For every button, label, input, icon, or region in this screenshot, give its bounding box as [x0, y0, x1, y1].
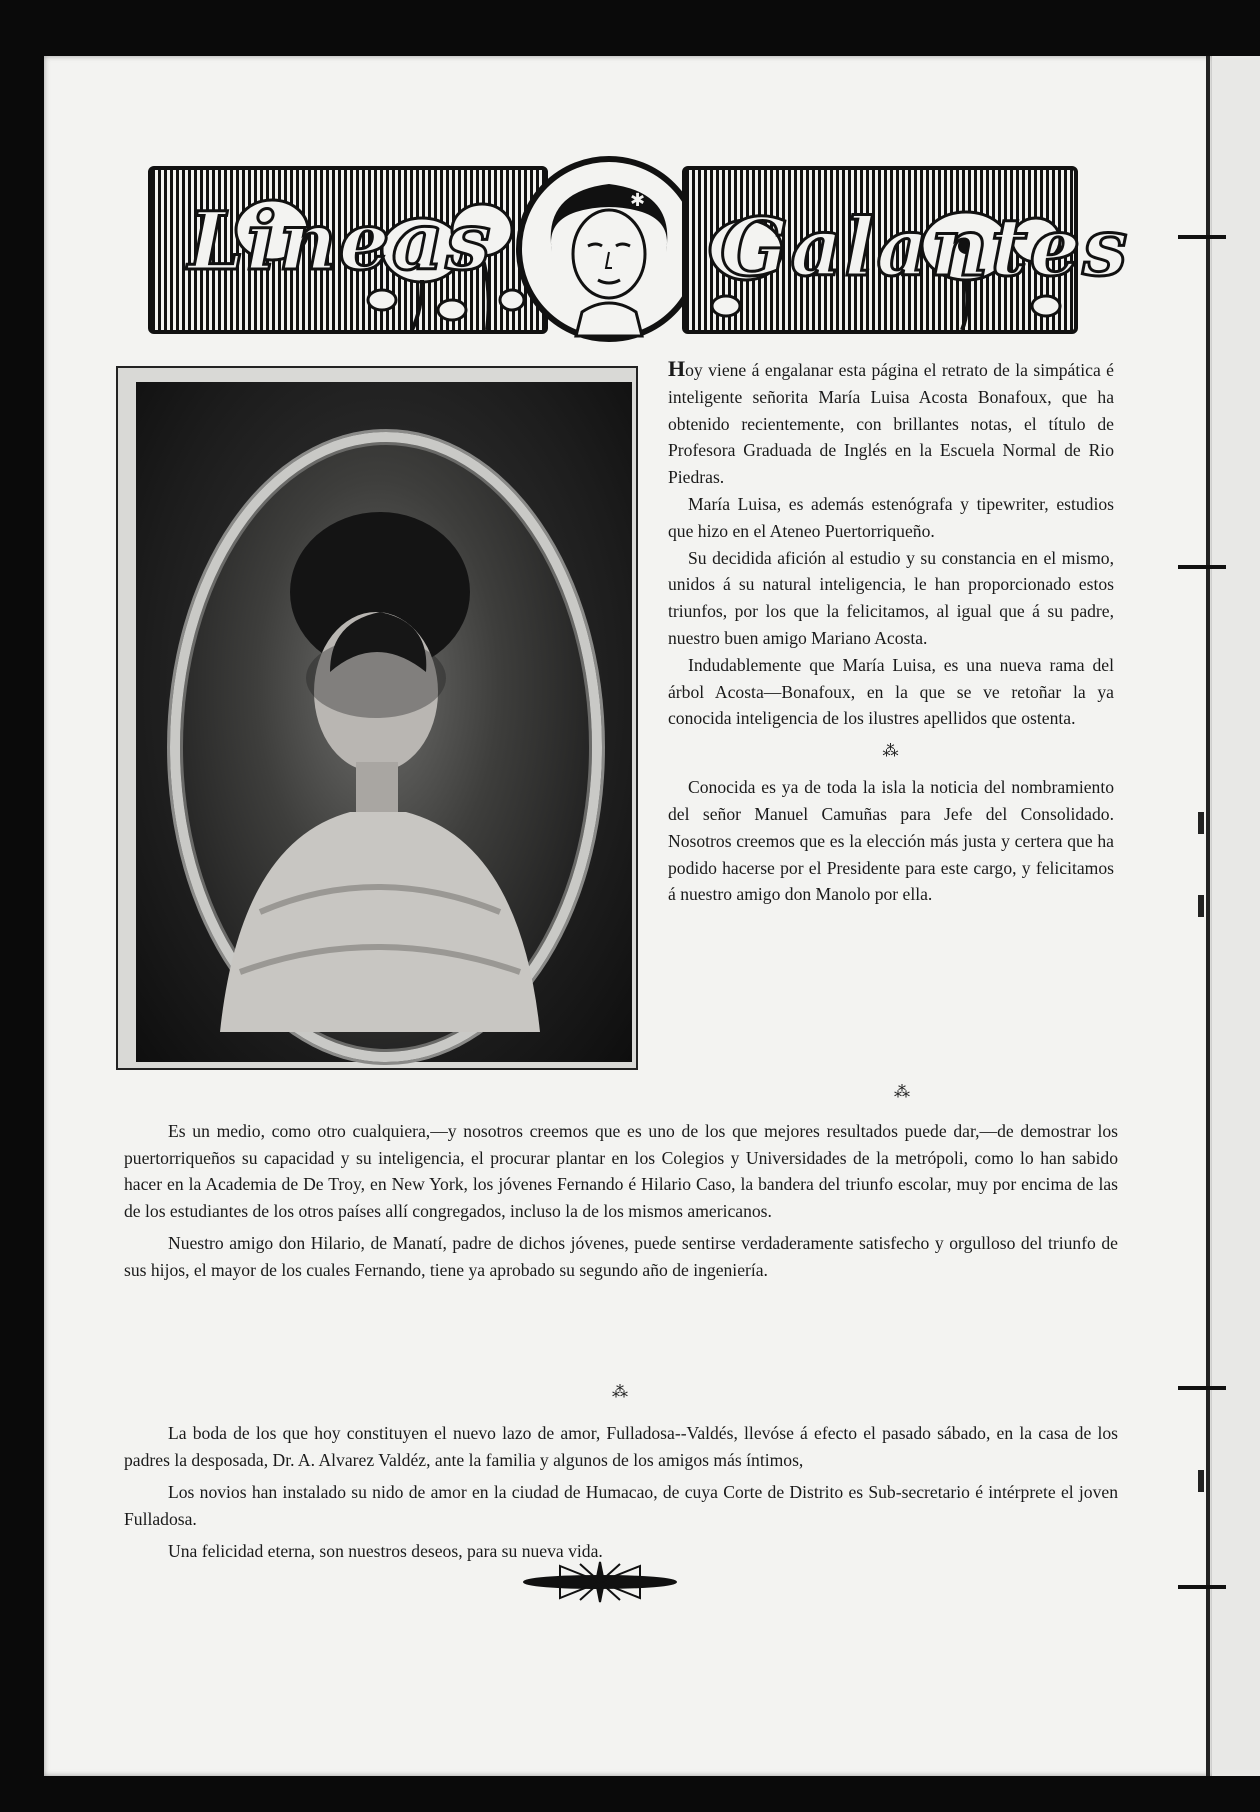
margin-mark — [1178, 565, 1226, 569]
margin-notch — [1198, 812, 1204, 834]
banner-title-right: Galantes — [720, 200, 1130, 294]
section-separator: ⁂ — [882, 743, 900, 761]
paragraph: Una felicidad eterna, son nuestros deseos, para su nueva vida. — [168, 1541, 603, 1562]
flourish-ornament-icon — [520, 1560, 680, 1604]
margin-notch — [1198, 895, 1204, 917]
banner-panel-left — [148, 166, 548, 334]
woman-face-icon — [522, 162, 696, 336]
article-full-width-block — [124, 1420, 1118, 1565]
section-header-banner — [148, 162, 1130, 334]
page-gutter-line — [1206, 56, 1210, 1776]
paragraph: Nuestro amigo don Hilario, de Manatí, padre de dichos jóvenes, puede sentirse verdaderamente satisfecho y orgulloso del triunfo de sus hijos, el mayor de los cuales Fernando, tiene ya aprobado su segundo año de ingeniería. — [124, 1233, 1118, 1280]
intro-paragraph — [668, 356, 1114, 491]
paragraph: Su decidida afición al estudio y su constancia en el mismo, unidos á su natural inteligencia, le han proporcionado estos triunfos, por los que la felicitamos, al igual que á su padre, nuestro buen amigo Mariano Acosta. — [668, 547, 1114, 648]
margin-mark — [1178, 1386, 1226, 1390]
intro-text: oy viene á engalanar esta página el retrato de la simpática é inteligente señorita María Luisa Acosta Bonafoux, que ha obtenido recientemente, con brillantes notas, el título de Profesora Graduada de Inglés en la Escuela Normal de Rio Piedras. — [668, 360, 1114, 488]
margin-notch — [1198, 1470, 1204, 1492]
paragraph: La boda de los que hoy constituyen el nuevo lazo de amor, Fulladosa--Valdés, llevóse á efecto el pasado sábado, en la casa de los padres la desposada, Dr. A. Alvarez Valdéz, ante la familia y algunos de los amigos más íntimos, — [124, 1423, 1118, 1470]
article-full-width-block — [124, 1118, 1118, 1284]
adjacent-page-edge — [1212, 56, 1260, 1776]
paragraph: Conocida es ya de toda la isla la noticia del nombramiento del señor Manuel Camuñas para Jefe del Consolidado. Nosotros creemos que es la elección más justa y certera que ha podido hacerse por el Presidente para este cargo, y felicitamos á nuestro amigo don Manolo por ella. — [668, 777, 1114, 905]
section-separator: ⁂ — [612, 1384, 628, 1401]
svg-text:✱: ✱ — [630, 190, 646, 211]
paragraph: María Luisa, es además estenógrafa y tipewriter, estudios que hizo en el Ateneo Puertorriqueño. — [668, 493, 1114, 541]
margin-mark — [1178, 235, 1226, 239]
section-separator: ⁂ — [894, 1084, 910, 1101]
portrait-woman-figure — [180, 442, 572, 1032]
paragraph: Los novios han instalado su nido de amor en la ciudad de Humacao, de cuya Corte de Distrito es Sub-secretario é intérprete el joven Fulladosa. — [124, 1482, 1118, 1529]
portrait-oval — [170, 432, 602, 1062]
margin-mark — [1178, 1585, 1226, 1589]
portrait-photo — [136, 382, 632, 1062]
portrait-frame — [116, 366, 638, 1070]
drop-cap: H — [668, 356, 686, 381]
paragraph: Indudablemente que María Luisa, es una nueva rama del árbol Acosta—Bonafoux, en la que se ve retoñar la ya conocida inteligencia de los ilustres apellidos que ostenta. — [668, 654, 1114, 729]
article-column-right — [668, 356, 1114, 908]
woman-face-medallion — [516, 156, 702, 342]
paragraph: Es un medio, como otro cualquiera,—y nosotros creemos que es uno de los que mejores resultados puede dar,—de demostrar los puertorriqueños su capacidad y su inteligencia, el procurar plantar en los Colegios y Universidades de la metrópoli, como lo han sabido hacer en la Academia de De Troy, en New York, los jóvenes Fernando é Hilario Caso, la bandera del triunfo escolar, muy por encima de las de los estudiantes de los otros países allí congregados, incluso la de los mismos americanos. — [124, 1121, 1118, 1221]
banner-title-left: Lineas — [188, 194, 493, 288]
banner-panel-right — [682, 166, 1130, 334]
